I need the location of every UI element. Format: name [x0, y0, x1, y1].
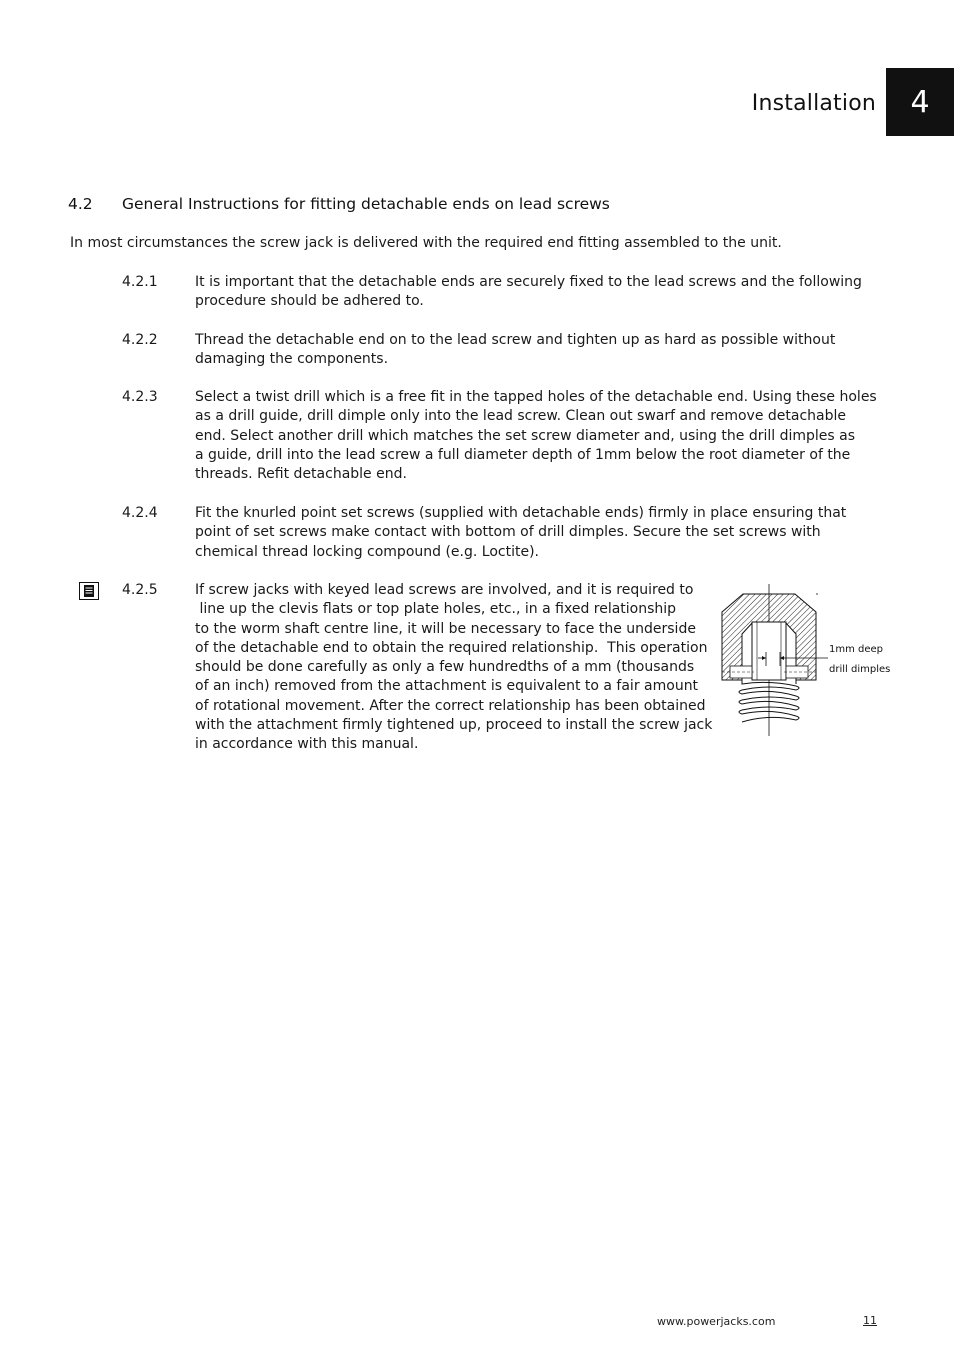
instruction-line: Fit the knurled point set screws (supplied with detachable ends) firmly in place ensuring that [195, 505, 847, 521]
diagram-label-line2: drill dimples [829, 664, 891, 675]
instruction-line: It is important that the detachable ends are securely fixed to the lead screws and the following [195, 274, 862, 290]
instruction-line: damaging the components. [195, 351, 389, 368]
instruction-number: 4.2.1 [122, 274, 158, 290]
page-header-title: Installation [751, 91, 876, 116]
instruction-line: point of set screws make contact with bottom of drill dimples. Secure the set screws with [195, 524, 821, 541]
footer-website: www.powerjacks.com [657, 1315, 776, 1328]
instruction-line: of an inch) removed from the attachment is equivalent to a fair amount [195, 678, 699, 695]
instruction-number: 4.2.5 [122, 582, 158, 598]
instruction-line: threads. Refit detachable end. [195, 466, 407, 483]
instruction-text [195, 331, 835, 370]
footer-page-number: 11 [863, 1314, 877, 1327]
instruction-number: 4.2.3 [122, 389, 158, 405]
chapter-number-box: 4 [886, 68, 954, 136]
section-number: 4.2 [68, 195, 93, 213]
instruction-line: Select a twist drill which is a free fit in the tapped holes of the detachable end. Using these holes [195, 389, 877, 405]
instruction-number: 4.2.2 [122, 332, 158, 348]
instruction-line: Thread the detachable end on to the lead screw and tighten up as hard as possible without [195, 332, 836, 348]
instruction-line: of rotational movement. After the correct relationship has been obtained [195, 697, 706, 714]
instruction-line: chemical thread locking compound (e.g. Loctite). [195, 543, 539, 560]
detachable-end-diagram [718, 580, 898, 740]
note-icon [79, 582, 99, 600]
instruction-line: should be done carefully as only a few hundredths of a mm (thousands [195, 659, 695, 676]
section-heading [68, 195, 610, 213]
diagram-label-line1: 1mm deep [829, 644, 884, 655]
section-title: General Instructions for fitting detachable ends on lead screws [122, 195, 610, 213]
instruction-line: to the worm shaft centre line, it will be necessary to face the underside [195, 620, 696, 637]
instruction-line: line up the clevis flats or top plate holes, etc., in a fixed relationship [195, 601, 677, 618]
intro-paragraph: In most circumstances the screw jack is delivered with the required end fitting assembled to the unit. [70, 235, 782, 251]
instruction-line: with the attachment firmly tightened up, proceed to install the screw jack [195, 717, 713, 734]
instruction-line: end. Select another drill which matches the set screw diameter and, using the drill dimples as [195, 427, 855, 444]
instruction-line: of the detachable end to obtain the required relationship. This operation [195, 639, 708, 656]
instruction-line: a guide, drill into the lead screw a full diameter depth of 1mm below the root diameter of the [195, 446, 851, 463]
instruction-line: in accordance with this manual. [195, 736, 419, 753]
instruction-line: If screw jacks with keyed lead screws are involved, and it is required to [195, 582, 694, 598]
instruction-text [195, 504, 846, 562]
instruction-text [195, 273, 862, 312]
instruction-text [195, 581, 712, 755]
instruction-number: 4.2.4 [122, 505, 158, 521]
instruction-text [195, 388, 877, 484]
instruction-line: procedure should be adhered to. [195, 293, 424, 310]
instruction-line: as a drill guide, drill dimple only into the lead screw. Clean out swarf and remove detachable [195, 408, 846, 425]
